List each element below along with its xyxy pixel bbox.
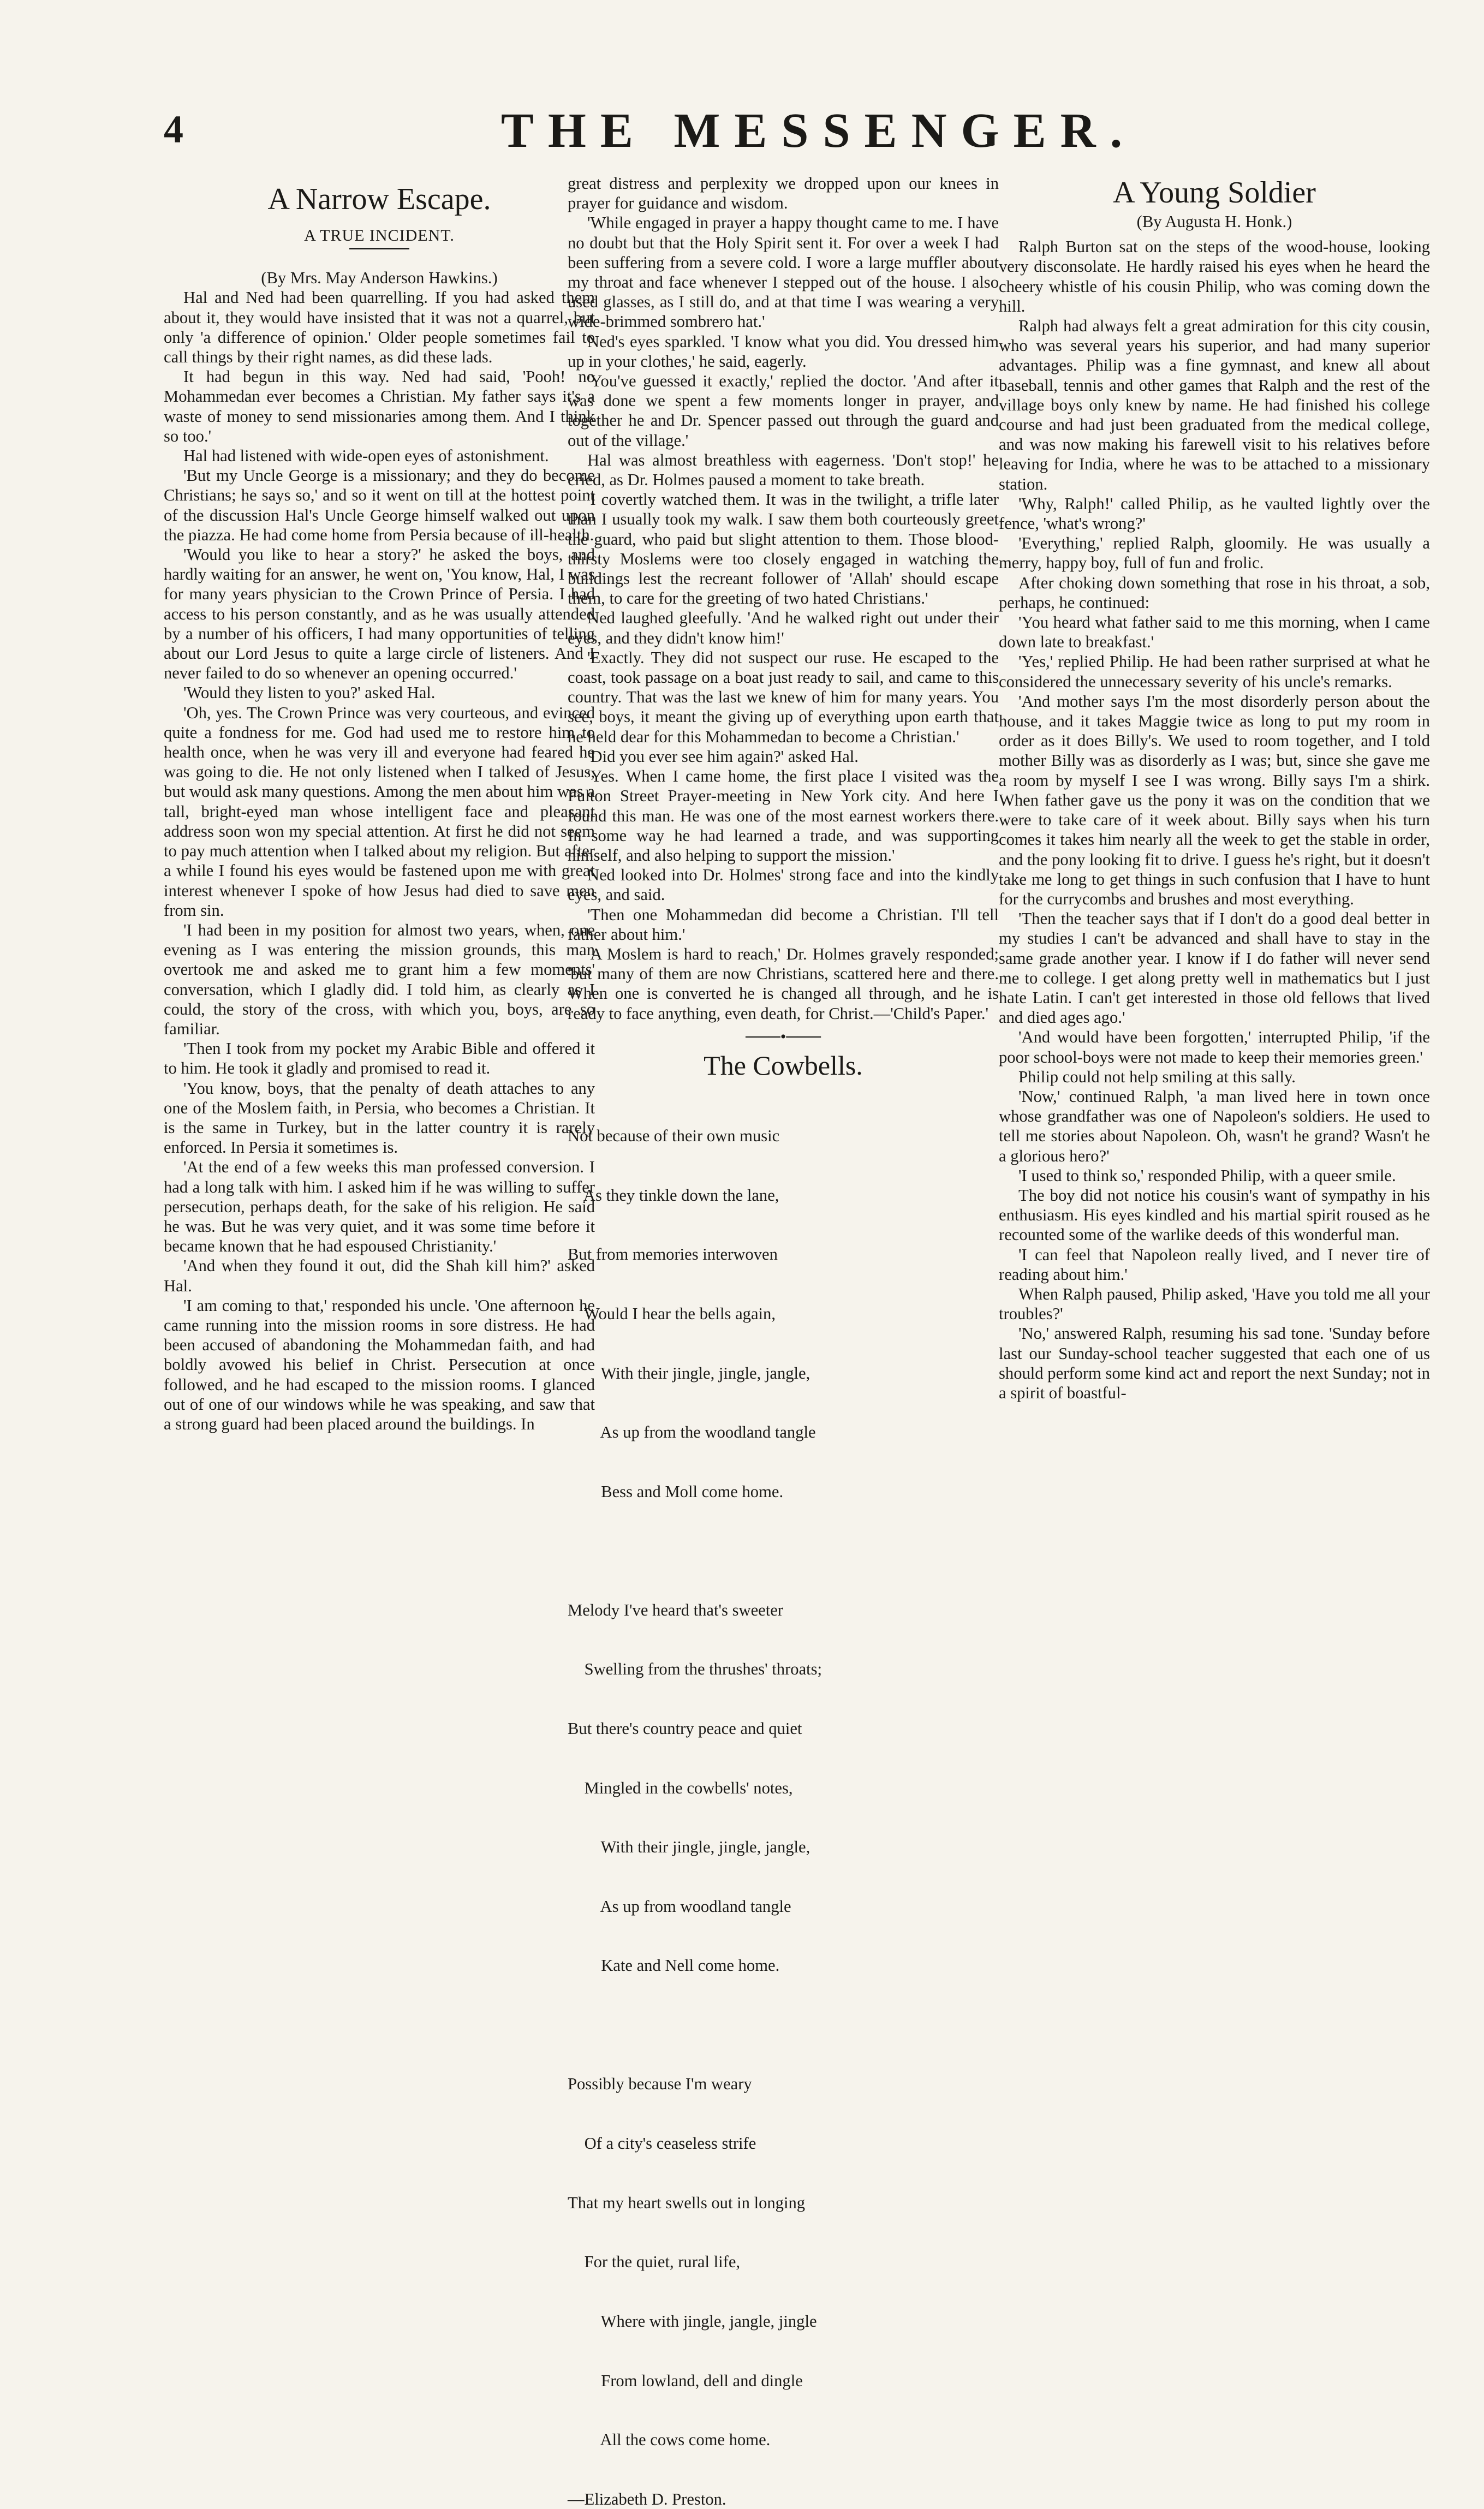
- paragraph: 'I had been in my position for almost two years, when, one evening as I was entering the mission grounds, this man overtook me and asked me to grant him a few moments' conversation, which I gladly did. I told him, as clearly as I could, the story of the cross, with which you, boys, are so familiar.: [164, 920, 595, 1038]
- poem-line: Mingled in the cowbells' notes,: [568, 1778, 793, 1797]
- poem-title: The Cowbells.: [704, 1050, 863, 1081]
- poem-line: With their jingle, jingle, jangle,: [568, 1838, 810, 1857]
- paragraph: 'I used to think so,' responded Philip, with a queer smile.: [1018, 1166, 1396, 1185]
- poem-stanza: [568, 1087, 999, 1541]
- paragraph: 'No,' answered Ralph, resuming his sad tone. 'Sunday before last our Sunday-school teacher suggested that each one of us should perform some kind act and report the next Sunday; not in a spirit of boastful-: [999, 1324, 1430, 1402]
- poem-stanza: [568, 1560, 999, 2015]
- poem-line: Would I hear the bells again,: [568, 1304, 776, 1323]
- poem-line: Where with jingle, jangle, jingle: [568, 2311, 817, 2331]
- story1-byline: (By Mrs. May Anderson Hawkins.): [261, 269, 498, 288]
- column-1: [164, 180, 595, 1434]
- paragraph: 'You've guessed it exactly,' replied the doctor. 'And after it was done we spent a few moments longer in prayer, and together he and Dr. Spencer passed out through the guard and out of the village.': [568, 372, 999, 450]
- poem-line: Of a city's ceaseless strife: [568, 2134, 756, 2153]
- poem-line: As they tinkle down the lane,: [568, 1185, 779, 1205]
- paragraph: 'I covertly watched them. It was in the twilight, a trifle later than I usually took my walk. I saw them both courteously greet the guard, who paid but slight attention to them. Those blood-thirsty Moslems were too closely engaged in watching the buildings lest the recreant follower of 'Allah' should escape them, to care for the greeting of two hated Christians.': [568, 490, 999, 608]
- poem-line: Swelling from the thrushes' throats;: [568, 1660, 823, 1679]
- ornament-divider: ───•───: [745, 1027, 821, 1046]
- column-2: [568, 174, 999, 2509]
- poem-stanza: [568, 2035, 999, 2489]
- paragraph: 'Why, Ralph!' called Philip, as he vaulted lightly over the fence, 'what's wrong?': [999, 494, 1430, 533]
- poem-line: Bess and Moll come home.: [568, 1482, 784, 1501]
- story1-subtitle: A TRUE INCIDENT.: [304, 227, 455, 245]
- paragraph: Hal was almost breathless with eagerness. 'Don't stop!' he cried, as Dr. Holmes paused a moment to take breath.: [568, 450, 999, 490]
- paragraph: 'Oh, yes. The Crown Prince was very courteous, and evinced quite a fondness for me. God had used me to restore him to health once, when he was very ill and everyone had feared he was going to die. He not only listened when I talked of Jesus, but would ask many questions. Among the men about him was a tall, bright-eyed man whose intelligent face and pleasant address soon won my special attention. At first he did not seem to pay much attention when I talked about my religion. But after a while I found his eyes would be fastened upon me with great interest whenever I spoke of how Jesus had died to save men from sin.: [164, 703, 595, 920]
- paragraph: 'And when they found it out, did the Shah kill him?' asked Hal.: [164, 1256, 595, 1295]
- story2-body: [999, 237, 1430, 1403]
- page-number: 4: [164, 108, 183, 151]
- paragraph: 'A Moslem is hard to reach,' Dr. Holmes gravely responded; 'but many of them are now Christians, scattered here and there. When one is converted he is changed all through, and he is ready to face anything, even death, for Christ.—'Child's Paper.': [568, 944, 999, 1023]
- paragraph: 'Would you like to hear a story?' he asked the boys, and hardly waiting for an answer, he went on, 'You know, Hal, I was for many years physician to the Crown Prince of Persia. I had access to his person constantly, and as he was usually attended by a number of his officers, I had many opportunities of telling about our Lord Jesus to quite a large circle of listeners. And I never failed to do so whenever an opening occurred.': [164, 545, 595, 683]
- paragraph: great distress and perplexity we dropped upon our knees in prayer for guidance and wisdom.: [568, 174, 999, 213]
- paragraph: 'At the end of a few weeks this man professed conversion. I had a long talk with him. I asked him if he was willing to suffer persecution, perhaps death, for the sake of his religion. He said he was. But he was very quiet, and it was some time before it became known that he had espoused Christianity.': [164, 1158, 595, 1256]
- poem-author: —Elizabeth D. Preston.: [568, 2489, 726, 2508]
- paragraph: 'Now,' continued Ralph, 'a man lived here in town once whose grandfather was one of Napoleon's soldiers. He used to tell me stories about Napoleon. Oh, wasn't he grand? Wasn't he a glorious hero?': [999, 1087, 1430, 1165]
- poem-body: [568, 1087, 999, 2509]
- poem-line: Not because of their own music: [568, 1127, 780, 1146]
- paragraph: 'I can feel that Napoleon really lived, and I never tire of reading about him.': [999, 1245, 1430, 1284]
- paragraph: 'Yes,' replied Philip. He had been rather surprised at what he considered the unnecessary severity of his uncle's remarks.: [999, 652, 1430, 691]
- story1-body: [164, 288, 595, 1434]
- paragraph: 'I am coming to that,' responded his uncle. 'One afternoon he came running into the mission rooms in sore distress. He had been accused of abandoning the Mohammedan faith, and had boldly avowed his belief in Christ. Persecution at once followed, and he had escaped to the mission rooms. I glanced out of one of our windows while he was speaking, and saw that a strong guard had been placed around the buildings. In: [164, 1296, 595, 1433]
- paragraph: 'Yes. When I came home, the first place I visited was the Fulton Street Prayer-meeting in New York city. And here I found this man. He was one of the most earnest workers there. In some way he had learned a trade, and was supporting himself, and also helping to support the mission.': [568, 767, 999, 865]
- paragraph: Ralph Burton sat on the steps of the wood-house, looking very disconsolate. He hardly raised his eyes when he heard the cheery whistle of his cousin Philip, who was coming down the hill.: [999, 237, 1430, 315]
- poem-line: As up from woodland tangle: [568, 1897, 791, 1916]
- masthead: [164, 103, 1474, 163]
- poem-line: Melody I've heard that's sweeter: [568, 1600, 783, 1619]
- paragraph: 'Then one Mohammedan did become a Christian. I'll tell father about him.': [568, 905, 999, 944]
- poem-line: From lowland, dell and dingle: [568, 2371, 803, 2390]
- paragraph: Ned looked into Dr. Holmes' strong face and into the kindly eyes, and said.: [568, 866, 999, 904]
- paragraph: 'While engaged in prayer a happy thought came to me. I have no doubt but that the Holy Spirit sent it. For over a week I had been suffering from a severe cold. I wore a large muffler about my throat and face whenever I stepped out of the house. I also used glasses, as I still do, and at that time I was wearing a very wide-brimmed sombrero hat.': [568, 213, 999, 331]
- paragraph: 'You heard what father said to me this morning, when I came down late to breakfast.': [999, 613, 1430, 652]
- paragraph: 'And mother says I'm the most disorderly person about the house, and it takes Maggie twice as long to put my room in order as it does Billy's. We used to room together, and I told mother Billy was as disorderly as I was; but, since she gave me a room by myself I see I was wrong. Billy says I'm a shirk. When father gave us the pony it was on the condition that we were to take care of it week about. Billy says when his turn comes it takes him nearly all the week to get the stable in order, and the pony looking fit to drive. I guess he's right, but it doesn't take me long to get things in such confusion that I have to hunt for the currycombs and brushes and most everything.: [999, 692, 1430, 908]
- poem-line: Kate and Nell come home.: [568, 1956, 780, 1975]
- paragraph: 'And would have been forgotten,' interrupted Philip, 'if the poor school-boys were not made to keep their memories green.': [999, 1028, 1430, 1066]
- poem-line: As up from the woodland tangle: [568, 1423, 816, 1442]
- paragraph: Ralph had always felt a great admiration for this city cousin, who was several years his superior, and had many superior advantages. Philip was a fine gymnast, and knew all about baseball, tennis and other games that Ralph and the rest of the village boys only knew by name. He had finished his college course and had just been graduated from the medical college, and was now making his farewell visit to his relatives before leaving for India, where he was to be attached to a missionary station.: [999, 317, 1430, 493]
- story2-title: A Young Soldier: [1113, 176, 1316, 210]
- paragraph: Ned laughed gleefully. 'And he walked right out under their eyes, and they didn't know him!': [568, 609, 999, 647]
- paragraph: 'Everything,' replied Ralph, gloomily. He was usually a merry, happy boy, full of fun and frolic.: [999, 534, 1430, 573]
- poem-line: With their jingle, jingle, jangle,: [568, 1363, 810, 1382]
- paragraph: 'Then the teacher says that if I don't do a good deal better in my studies I can't be advanced and shall have to stay in the same grade another year. I know if I do father will never send me to college. I get along pretty well in mathematics but I just hate Latin. I can't get interested in those old fellows that lived and died ages ago.': [999, 909, 1430, 1027]
- paragraph: 'You know, boys, that the penalty of death attaches to any one of the Moslem faith, in Persia, who becomes a Christian. It is the same in Turkey, but in the latter country it is rarely enforced. In Persia it sometimes is.: [164, 1078, 595, 1157]
- paragraph: 'Did you ever see him again?' asked Hal.: [587, 747, 859, 766]
- paragraph: It had begun in this way. Ned had said, 'Pooh! no Mohammedan ever becomes a Christian. My father says it's a waste of money to send missionaries among them. And I think so too.': [164, 367, 595, 445]
- column-3: [999, 174, 1430, 1403]
- paragraph: 'Would they listen to you?' asked Hal.: [183, 683, 436, 702]
- paragraph: Hal had listened with wide-open eyes of astonishment.: [183, 446, 549, 466]
- poem-line: That my heart swells out in longing: [568, 2193, 806, 2212]
- story1-title: A Narrow Escape.: [267, 182, 491, 216]
- paragraph: 'Then I took from my pocket my Arabic Bible and offered it to him. He took it gladly and promised to read it.: [164, 1039, 595, 1078]
- poem-line: All the cows come home.: [568, 2430, 771, 2450]
- paragraph: 'But my Uncle George is a missionary; and they do become Christians; he says so,' and so it went on till at the hottest point of the discussion Hal's Uncle George himself walked out upon the piazza. He had come home from Persia because of ill-health.: [164, 466, 595, 544]
- divider: [349, 248, 409, 249]
- poem-line: But from memories interwoven: [568, 1245, 778, 1264]
- paragraph: Hal and Ned had been quarrelling. If you had asked them about it, they would have insisted that it was not a quarrel, but only 'a difference of opinion.' Older people sometimes fail to call things by their right names, as did these lads.: [164, 288, 595, 367]
- paragraph: The boy did not notice his cousin's want of sympathy in his enthusiasm. His eyes kindled and his martial spirit roused as he recounted some of the warlike deeds of this wonderful man.: [999, 1185, 1430, 1244]
- paragraph: Philip could not help smiling at this sally.: [1018, 1067, 1296, 1086]
- paper-title: THE MESSENGER.: [500, 104, 1137, 158]
- story2-byline: (By Augusta H. Honk.): [1136, 212, 1292, 231]
- paragraph: When Ralph paused, Philip asked, 'Have you told me all your troubles?': [999, 1284, 1430, 1324]
- paragraph: After choking down something that rose in his throat, a sob, perhaps, he continued:: [999, 573, 1430, 612]
- poem-line: But there's country peace and quiet: [568, 1719, 802, 1738]
- poem-line: Possibly because I'm weary: [568, 2075, 752, 2094]
- story1-continued: [568, 174, 999, 1023]
- paragraph: Ned's eyes sparkled. 'I know what you did. You dressed him up in your clothes,' he said, eagerly.: [568, 332, 999, 371]
- paragraph: 'Exactly. They did not suspect our ruse. He escaped to the coast, took passage on a boat just ready to sail, and came to this country. That was the last we knew of him for many years. You see, boys, it meant the giving up of everything upon earth that he held dear for this Mohammedan to become a Christian.': [568, 648, 999, 746]
- poem-line: For the quiet, rural life,: [568, 2252, 741, 2272]
